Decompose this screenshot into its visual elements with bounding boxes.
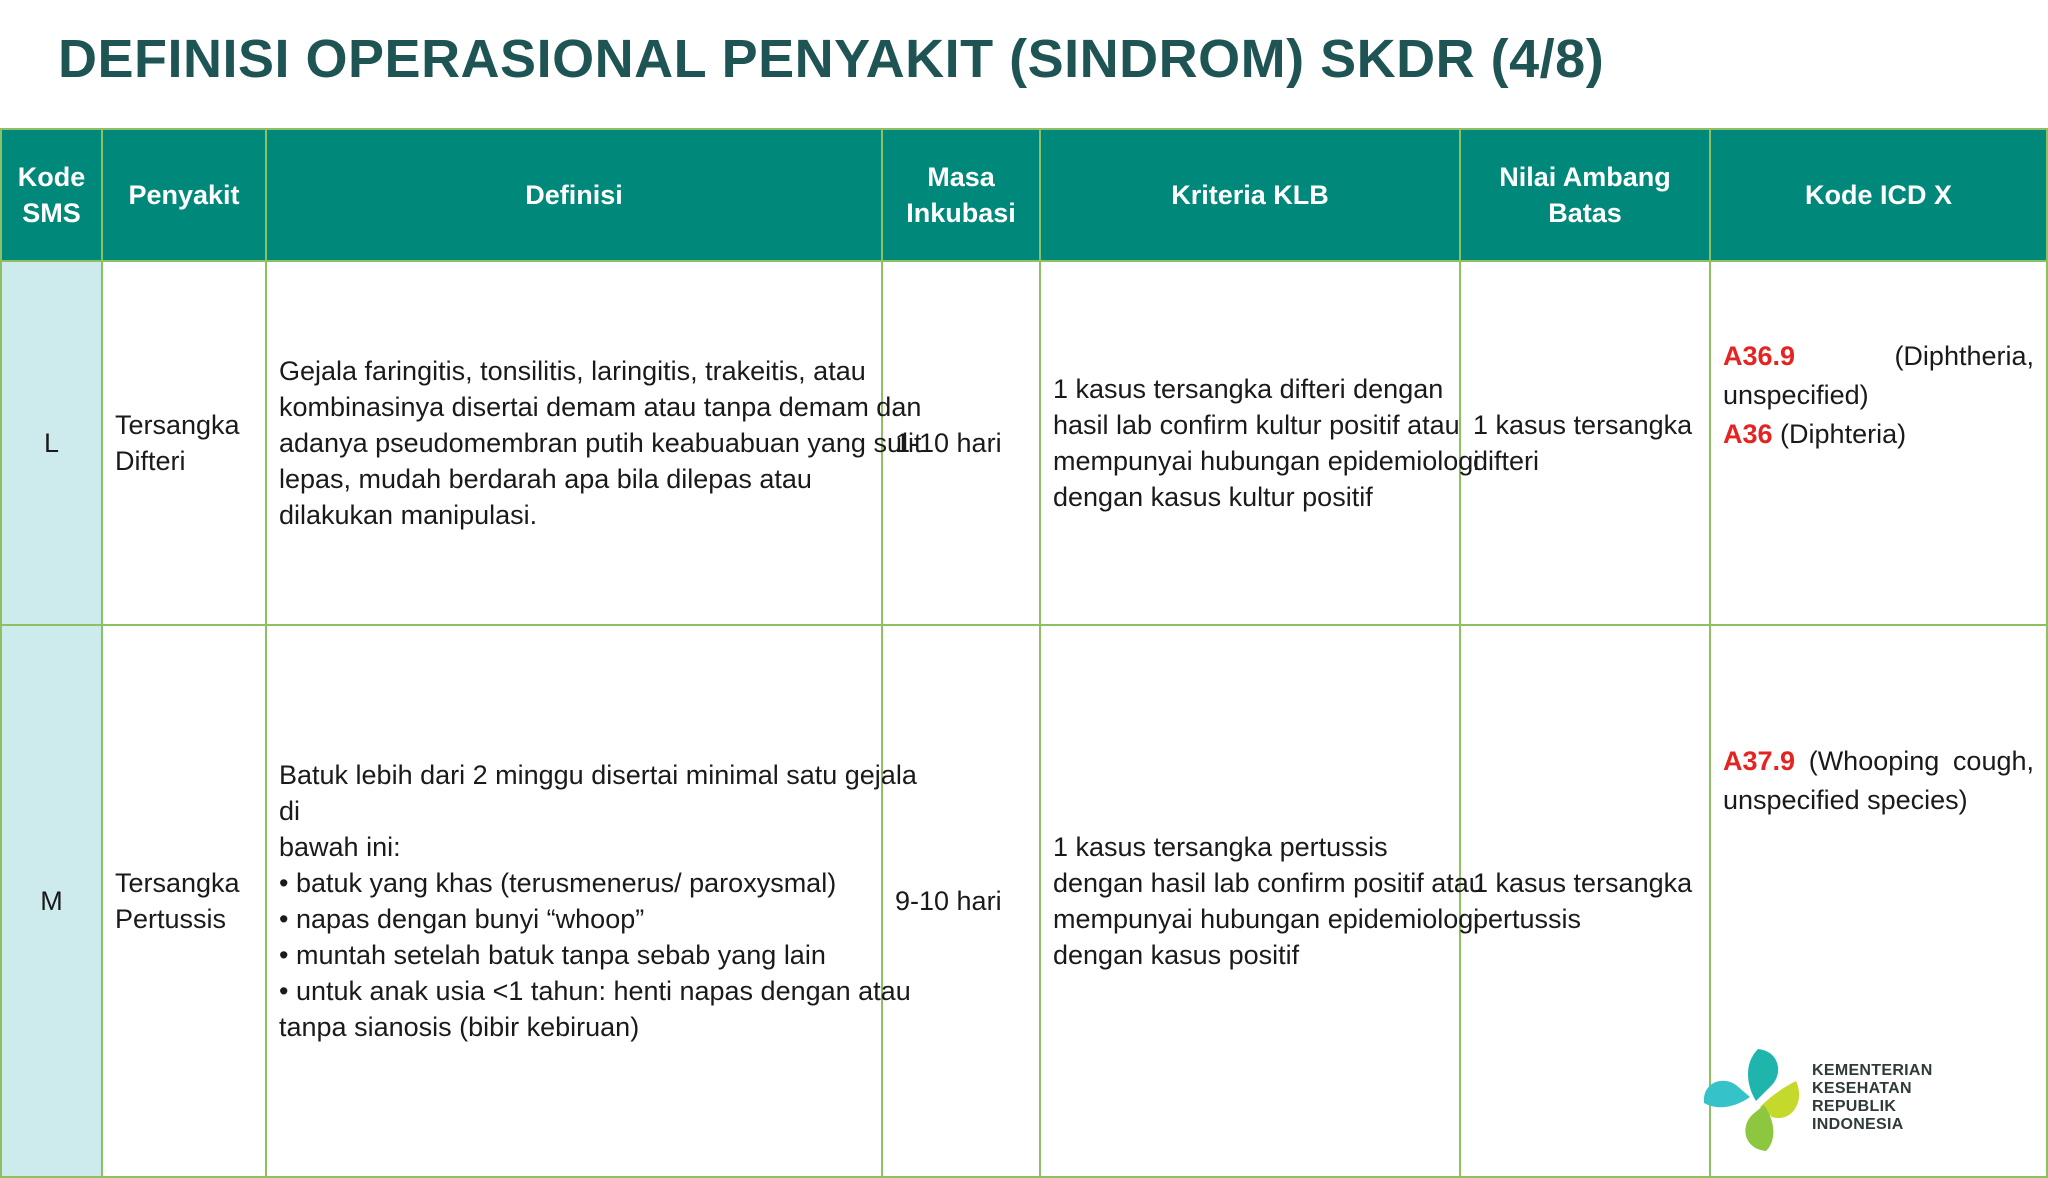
kriteria-line: 1 kasus tersangka difteri dengan: [1053, 374, 1444, 404]
kemenkes-logo-text: [1812, 1062, 1933, 1134]
kriteria-line: 1 kasus tersangka pertussis: [1053, 832, 1388, 862]
penyakit-line: Difteri: [115, 446, 186, 476]
icd-desc: (Diphtheria,: [1894, 341, 2034, 371]
page-title: DEFINISI OPERASIONAL PENYAKIT (SINDROM) SKDR (4/8): [58, 29, 1605, 89]
kriteria-line: dengan kasus kultur positif: [1053, 482, 1373, 512]
icd-desc: cough,: [1952, 746, 2034, 776]
cell-definisi-pertussis: [266, 625, 917, 1177]
cell-kriteria-pertussis: [1040, 625, 1484, 1177]
logo-line: INDONESIA: [1812, 1116, 1904, 1133]
nilai-line: 1 kasus tersangka: [1473, 410, 1693, 440]
cell-penyakit-difteri: [102, 261, 266, 625]
table-row-difteri: [1, 261, 2047, 625]
icd-code: A37.9: [1723, 746, 1796, 776]
penyakit-line: Pertussis: [115, 904, 227, 934]
definisi-line: • untuk anak usia <1 tahun: henti napas dengan atau: [279, 976, 911, 1006]
definisi-line: adanya pseudomembran putih keabuabuan yang sulit: [279, 428, 922, 458]
definisi-line: di: [279, 796, 301, 826]
header-masa-inkubasi: [882, 129, 1040, 261]
nilai-line: pertussis: [1473, 904, 1582, 934]
icd-desc: (Diphteria): [1780, 419, 1907, 449]
definisi-line: kombinasinya disertai demam atau tanpa demam dan: [279, 392, 922, 422]
cell-nilai-difteri: [1460, 261, 1710, 625]
icd-desc-cont: unspecified): [1723, 380, 1869, 410]
kriteria-line: hasil lab confirm kultur positif atau: [1053, 410, 1460, 440]
header-nilai-line-2: Batas: [1548, 198, 1622, 228]
header-row: [1, 129, 2047, 261]
definisi-line: • batuk yang khas (terusmenerus/ paroxysmal): [279, 868, 837, 898]
logo-petal-top: [1748, 1049, 1778, 1101]
icd-code: A36: [1723, 419, 1773, 449]
definisi-line: • napas dengan bunyi “whoop”: [279, 904, 645, 934]
header-kode-sms: [1, 129, 102, 261]
kemenkes-logo-mark: [1704, 1049, 1799, 1151]
cell-kode-m: M: [1, 625, 102, 1177]
logo-petal-left: [1704, 1081, 1750, 1108]
cell-kode-l: L: [1, 261, 102, 625]
logo-line: KESEHATAN: [1812, 1080, 1912, 1097]
cell-penyakit-pertussis: [102, 625, 266, 1177]
kriteria-line: dengan kasus positif: [1053, 940, 1300, 970]
icd-desc: (Whooping: [1808, 746, 1940, 776]
icd-code: A36.9: [1723, 341, 1796, 371]
definisi-line: lepas, mudah berdarah apa bila dilepas atau: [279, 464, 812, 494]
icd-line: [1723, 416, 2034, 452]
header-kode-icd: Kode ICD X: [1710, 129, 2047, 261]
penyakit-line: Tersangka: [115, 410, 240, 440]
icd-line: [1723, 743, 2034, 779]
skdr-table: [0, 128, 2048, 1178]
definisi-line: Batuk lebih dari 2 minggu disertai minimal satu gejala: [279, 760, 917, 790]
header-penyakit: Penyakit: [102, 129, 266, 261]
cell-nilai-pertussis: [1460, 625, 1710, 1177]
cell-kriteria-difteri: [1040, 261, 1480, 625]
header-masa-line-1: Masa: [927, 162, 995, 192]
kriteria-line: dengan hasil lab confirm positif atau: [1053, 868, 1484, 898]
header-definisi: Definisi: [266, 129, 882, 261]
header-kode-sms-line-1: Kode: [17, 162, 86, 192]
logo-line: REPUBLIK: [1812, 1098, 1897, 1115]
definisi-line: tanpa sianosis (bibir kebiruan): [279, 1012, 640, 1042]
kriteria-line: mempunyai hubungan epidemiologi: [1053, 904, 1480, 934]
header-kode-sms-line-2: SMS: [22, 198, 81, 228]
header-nilai-ambang: [1460, 129, 1710, 261]
header-masa-line-2: Inkubasi: [906, 198, 1016, 228]
header-kriteria-klb: Kriteria KLB: [1040, 129, 1460, 261]
icd-line: [1723, 338, 2034, 374]
nilai-line: 1 kasus tersangka: [1473, 868, 1693, 898]
cell-icd-difteri: [1710, 261, 2047, 625]
definisi-line: bawah ini:: [279, 832, 401, 862]
kriteria-line: mempunyai hubungan epidemiologi: [1053, 446, 1480, 476]
definisi-line: • muntah setelah batuk tanpa sebab yang lain: [279, 940, 826, 970]
definisi-line: Gejala faringitis, tonsilitis, laringitis, trakeitis, atau: [279, 356, 866, 386]
cell-definisi-difteri: [266, 261, 922, 625]
penyakit-line: Tersangka: [115, 868, 240, 898]
cell-masa-difteri: 1-10 hari: [882, 261, 1040, 625]
logo-line: KEMENTERIAN: [1812, 1062, 1933, 1079]
nilai-line: difteri: [1473, 446, 1540, 476]
icd-desc-cont: unspecified species): [1723, 785, 1968, 815]
cell-masa-pertussis: 9-10 hari: [882, 625, 1040, 1177]
header-nilai-line-1: Nilai Ambang: [1499, 162, 1671, 192]
definisi-line: dilakukan manipulasi.: [279, 500, 538, 530]
